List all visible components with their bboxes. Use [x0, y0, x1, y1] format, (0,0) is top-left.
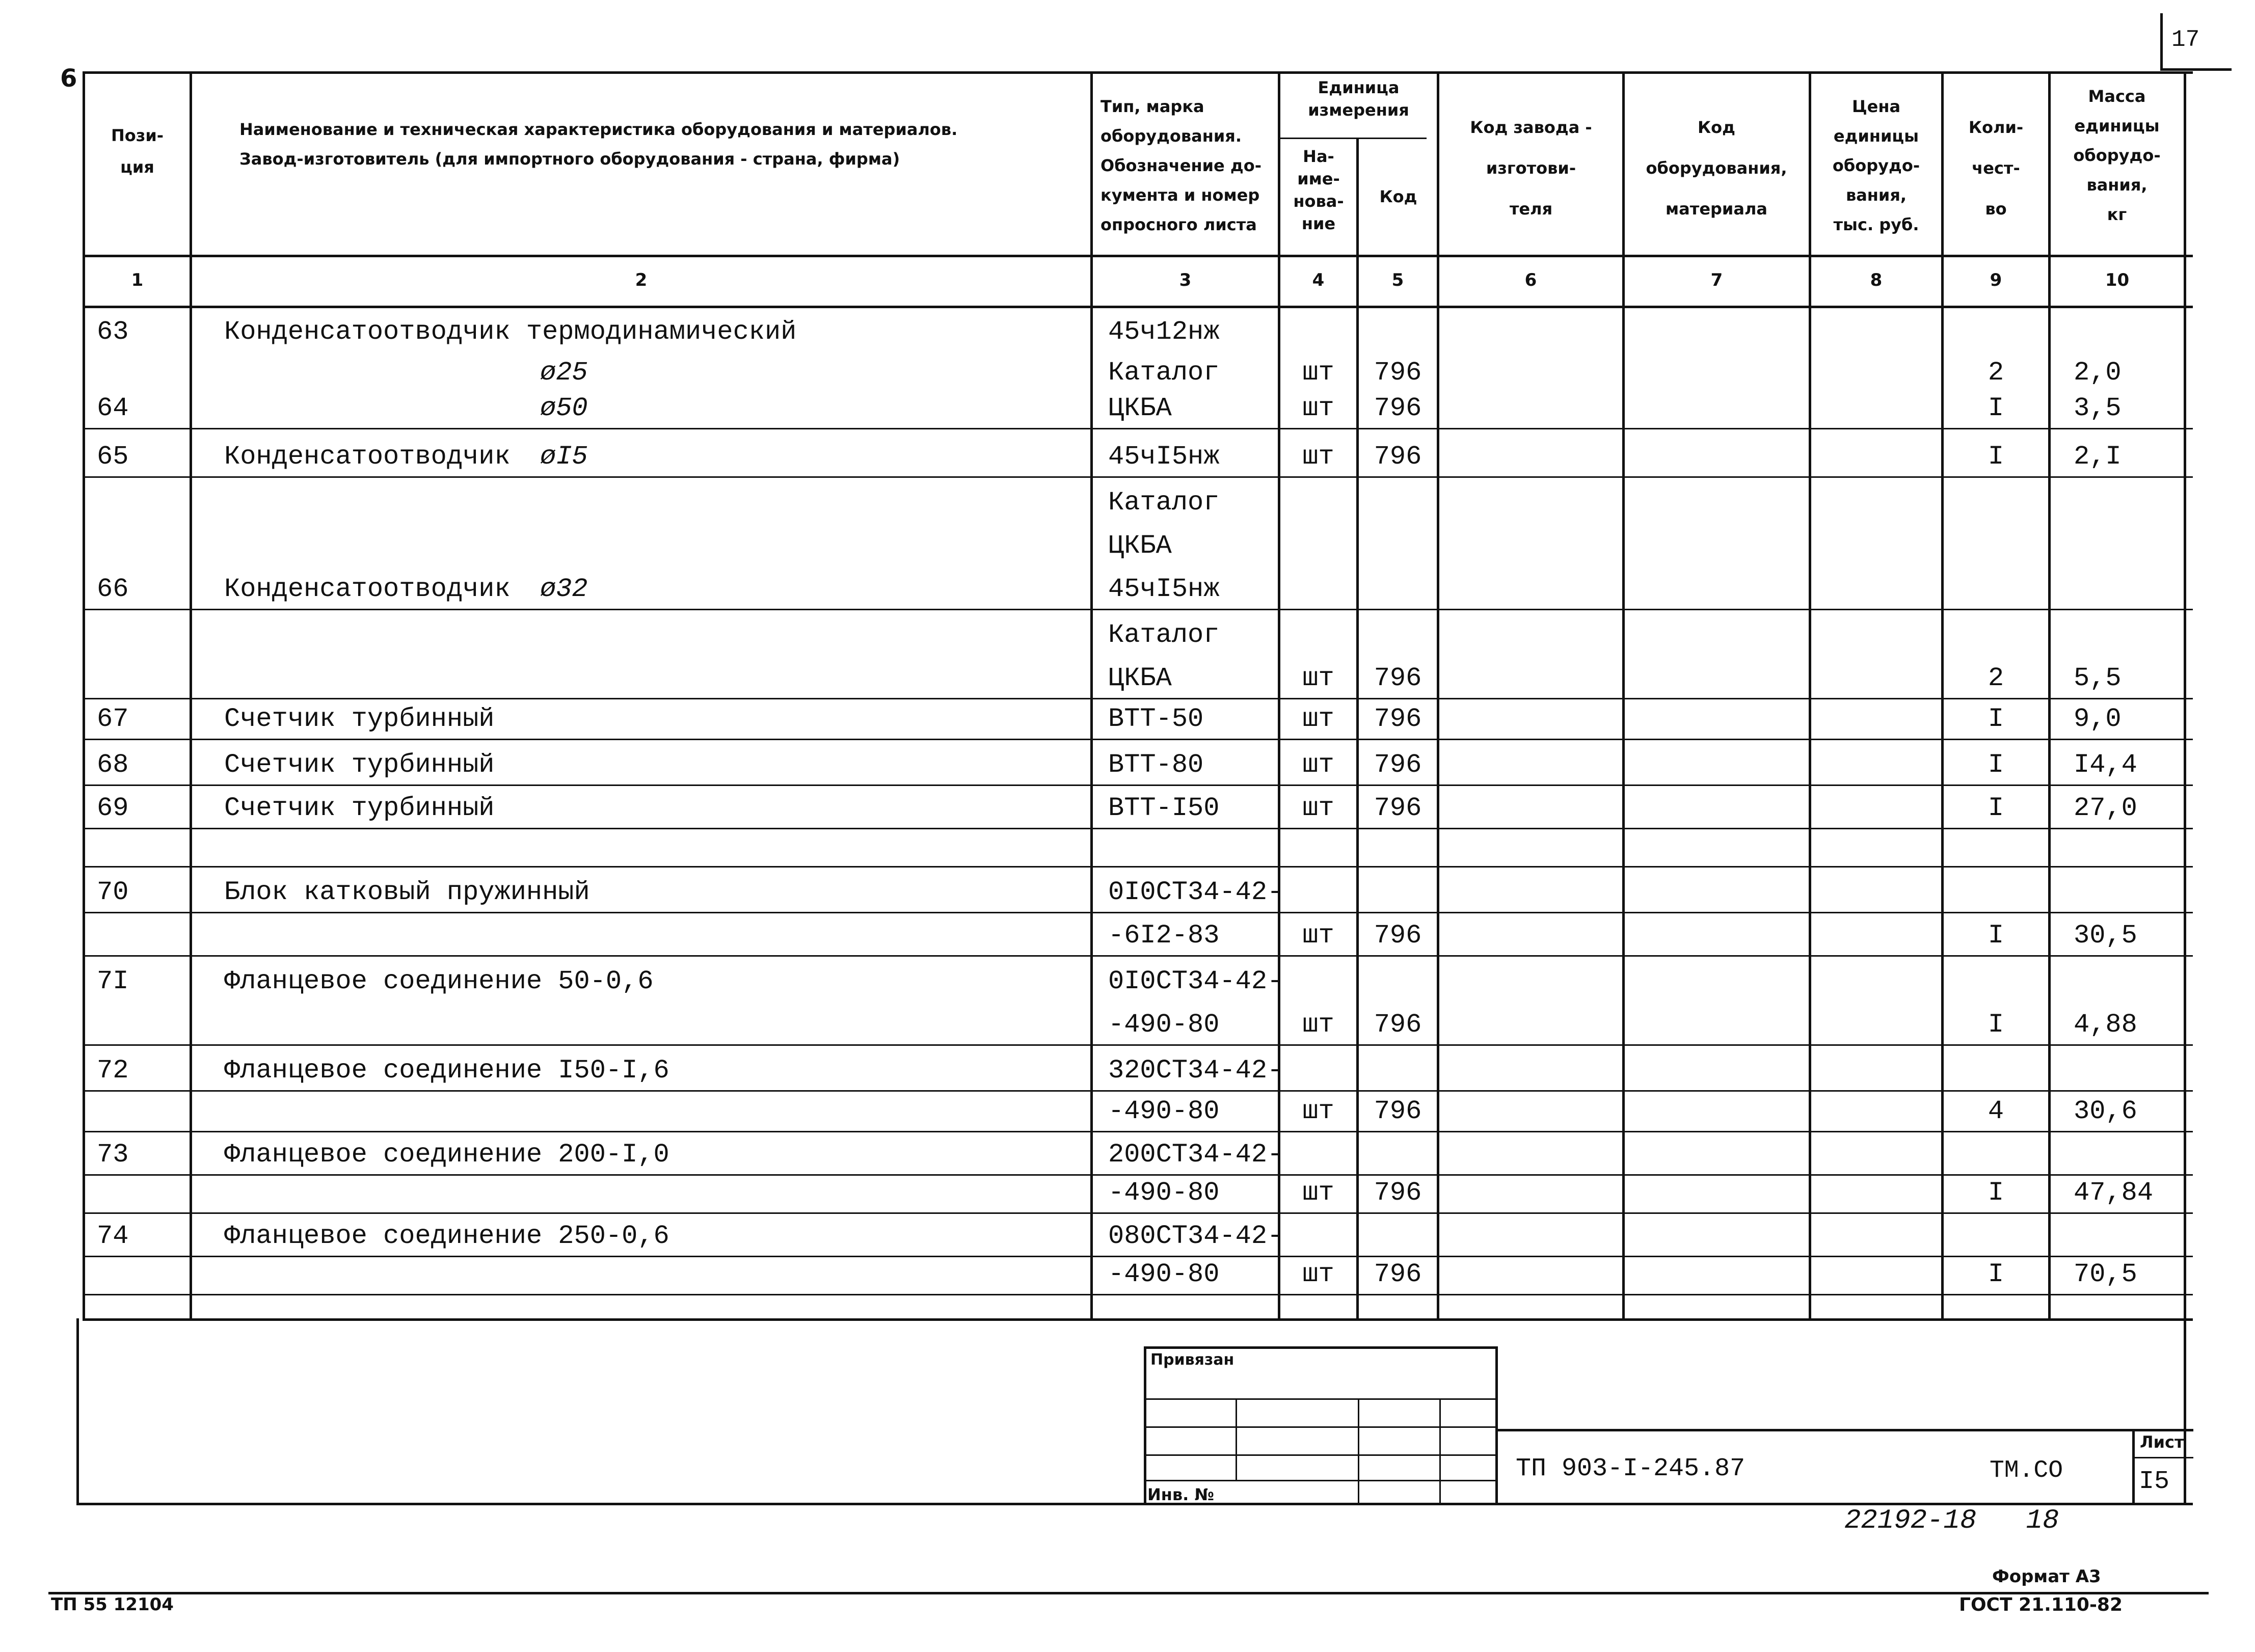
- footer-format: Формат А3: [1992, 1566, 2101, 1587]
- cell-code: 796: [1374, 920, 1422, 951]
- cell-pos: 66: [97, 574, 129, 604]
- cell-name: Фланцевое соединение I50-I,6: [224, 1055, 669, 1086]
- row-divider: [83, 739, 2193, 740]
- cell-qty: I: [1988, 442, 2004, 472]
- cell-unit: шт: [1302, 704, 1334, 734]
- row-divider: [83, 609, 2193, 610]
- cell-qty: 4: [1988, 1096, 2004, 1126]
- cell-qty: I: [1988, 793, 2004, 823]
- cell-pos: 65: [97, 442, 129, 472]
- cell-mass: 30,5: [2074, 920, 2137, 951]
- cell-qty: I: [1988, 920, 2004, 951]
- cell-type: ВТТ-50: [1108, 704, 1204, 734]
- header-unit-price: Цена единицы оборудо- вания, тыс. руб.: [1832, 97, 1920, 234]
- stamp-doc-code: ТП 903-I-245.87: [1516, 1454, 1746, 1483]
- stamp-list-number: I5: [2139, 1467, 2170, 1496]
- cell-unit: шт: [1302, 750, 1334, 780]
- row-divider: [83, 955, 2193, 957]
- column-number: 3: [1179, 270, 1192, 290]
- cell-name: Фланцевое соединение 200-I,0: [224, 1140, 669, 1170]
- cell-unit: шт: [1302, 393, 1334, 423]
- header-position: Пози- ция: [111, 126, 164, 177]
- cell-unit: шт: [1302, 358, 1334, 388]
- cell-mass: 4,88: [2074, 1010, 2137, 1040]
- cell-pos: 70: [97, 877, 129, 907]
- corner-box-line: [2160, 13, 2163, 69]
- column-number: 8: [1870, 270, 1883, 290]
- cell-type: 200СТ34-42-: [1108, 1140, 1283, 1170]
- cell-dia: ø25: [540, 358, 588, 388]
- cell-type: -490-80: [1108, 1096, 1220, 1126]
- cell-code: 796: [1374, 1178, 1422, 1208]
- column-number: 4: [1312, 270, 1325, 290]
- column-number: 10: [2105, 270, 2130, 290]
- cell-unit: шт: [1302, 1259, 1334, 1289]
- cell-qty: I: [1988, 1010, 2004, 1040]
- cell-unit: шт: [1302, 1010, 1334, 1040]
- stamp-list-label: Лист: [2140, 1432, 2184, 1452]
- cell-pos: 74: [97, 1221, 129, 1251]
- row-divider: [83, 1294, 2193, 1295]
- row-divider: [83, 1131, 2193, 1132]
- cell-qty: I: [1988, 1178, 2004, 1208]
- cell-type: 0I0СТ34-42-: [1108, 877, 1283, 907]
- cell-mass: 3,5: [2074, 393, 2122, 423]
- cell-type: -490-80: [1108, 1178, 1220, 1208]
- cell-mass: 5,5: [2074, 663, 2122, 693]
- cell-qty: 2: [1988, 358, 2004, 388]
- cell-mass: 27,0: [2074, 793, 2137, 823]
- column-number: 6: [1524, 270, 1537, 290]
- cell-code: 796: [1374, 442, 1422, 472]
- stamp-privyazan: Привязан: [1150, 1351, 1234, 1369]
- cell-pos: 63: [97, 317, 129, 347]
- cell-code: 796: [1374, 393, 1422, 423]
- column-number: 9: [1990, 270, 2002, 290]
- cell-mass: 30,6: [2074, 1096, 2137, 1126]
- row-divider: [83, 428, 2193, 429]
- cell-type: 0I0СТ34-42-: [1108, 966, 1283, 996]
- cell-type: -490-80: [1108, 1259, 1220, 1289]
- row-divider: [83, 866, 2193, 868]
- cell-name: Конденсатоотводчик термодинамический: [224, 317, 797, 347]
- cell-type: Каталог: [1108, 620, 1220, 650]
- cell-type: Каталог: [1108, 488, 1220, 518]
- cell-dia: øI5: [540, 442, 588, 472]
- cell-qty: I: [1988, 750, 2004, 780]
- cell-unit: шт: [1302, 663, 1334, 693]
- cell-unit: шт: [1302, 793, 1334, 823]
- cell-code: 796: [1374, 750, 1422, 780]
- corner-box-line: [2160, 68, 2232, 71]
- cell-code: 796: [1374, 1010, 1422, 1040]
- cell-name: Конденсатоотводчик: [224, 442, 511, 472]
- cell-type: -490-80: [1108, 1010, 1220, 1040]
- footer-gost: ГОСТ 21.110-82: [1959, 1594, 2123, 1615]
- cell-unit: шт: [1302, 920, 1334, 951]
- footer-left-code: ТП 55 12104: [51, 1594, 174, 1615]
- sheet-corner-number: 17: [2171, 26, 2200, 53]
- column-number: 7: [1710, 270, 1723, 290]
- cell-mass: 9,0: [2074, 704, 2122, 734]
- row-divider: [83, 912, 2193, 913]
- cell-code: 796: [1374, 1096, 1422, 1126]
- row-divider: [83, 1256, 2193, 1257]
- cell-type: ЦКБА: [1108, 393, 1172, 423]
- footer-rule: [48, 1592, 2209, 1594]
- cell-name: Счетчик турбинный: [224, 750, 495, 780]
- cell-type: ЦКБА: [1108, 663, 1172, 693]
- cell-type: 45ч12нж: [1108, 317, 1220, 347]
- left-margin-number: 6: [60, 64, 77, 93]
- cell-type: ЦКБА: [1108, 531, 1172, 561]
- stamp-inv-no: Инв. №: [1147, 1485, 1214, 1504]
- row-divider: [83, 828, 2193, 829]
- row-divider: [83, 1212, 2193, 1214]
- cell-mass: 70,5: [2074, 1259, 2137, 1289]
- row-divider: [83, 476, 2193, 478]
- cell-qty: I: [1988, 393, 2004, 423]
- header-name: Наименование и техническая характеристика оборудования и материалов. Завод-изготовитель (для импортного оборудования - страна, фирма): [239, 120, 958, 169]
- cell-dia: ø50: [540, 393, 588, 423]
- handwritten-note: 22192-18 18: [1844, 1505, 2059, 1536]
- cell-mass: 2,I: [2074, 442, 2122, 472]
- cell-type: -6I2-83: [1108, 920, 1220, 951]
- header-unit-group: Единица измерения: [1308, 78, 1409, 120]
- cell-qty: I: [1988, 1259, 2004, 1289]
- row-divider: [83, 698, 2193, 699]
- cell-unit: шт: [1302, 442, 1334, 472]
- header-equipment-code: Код оборудования, материала: [1646, 118, 1787, 219]
- cell-pos: 73: [97, 1140, 129, 1170]
- row-divider: [83, 784, 2193, 786]
- cell-type: 45чI5нж: [1108, 442, 1220, 472]
- cell-code: 796: [1374, 793, 1422, 823]
- cell-code: 796: [1374, 704, 1422, 734]
- header-type: Тип, марка оборудования. Обозначение до- кумента и номер опросного листа: [1100, 97, 1261, 234]
- stamp-mark: ТМ.СО: [1990, 1457, 2063, 1484]
- cell-name: Счетчик турбинный: [224, 793, 495, 823]
- header-unit-name: На- име- нова- ние: [1293, 147, 1344, 233]
- cell-pos: 67: [97, 704, 129, 734]
- cell-dia: ø32: [540, 574, 588, 604]
- cell-name: Фланцевое соединение 250-0,6: [224, 1221, 669, 1251]
- cell-type: ВТТ-80: [1108, 750, 1204, 780]
- cell-unit: шт: [1302, 1178, 1334, 1208]
- column-number: 1: [131, 270, 144, 290]
- column-number: 2: [635, 270, 648, 290]
- cell-mass: 2,0: [2074, 358, 2122, 388]
- cell-type: 320СТ34-42-: [1108, 1055, 1283, 1086]
- cell-mass: 47,84: [2074, 1178, 2154, 1208]
- row-divider: [83, 1174, 2193, 1176]
- cell-qty: 2: [1988, 663, 2004, 693]
- cell-mass: I4,4: [2074, 750, 2137, 780]
- cell-pos: 64: [97, 393, 129, 423]
- cell-name: Фланцевое соединение 50-0,6: [224, 966, 654, 996]
- row-divider: [83, 1090, 2193, 1092]
- cell-type: ВТТ-I50: [1108, 793, 1220, 823]
- header-unit-mass: Масса единицы оборудо- вания, кг: [2073, 87, 2161, 224]
- cell-code: 796: [1374, 663, 1422, 693]
- cell-pos: 68: [97, 750, 129, 780]
- cell-unit: шт: [1302, 1096, 1334, 1126]
- cell-qty: I: [1988, 704, 2004, 734]
- row-divider: [83, 1044, 2193, 1046]
- header-manufacturer-code: Код завода - изготови- теля: [1470, 118, 1592, 219]
- cell-type: 080СТ34-42-: [1108, 1221, 1283, 1251]
- cell-code: 796: [1374, 1259, 1422, 1289]
- cell-pos: 72: [97, 1055, 129, 1086]
- column-number: 5: [1391, 270, 1404, 290]
- cell-pos: 7I: [97, 966, 129, 996]
- cell-code: 796: [1374, 358, 1422, 388]
- cell-name: Блок катковый пружинный: [224, 877, 590, 907]
- cell-type: Каталог: [1108, 358, 1220, 388]
- cell-type: 45чI5нж: [1108, 574, 1220, 604]
- cell-name: Конденсатоотводчик: [224, 574, 511, 604]
- header-quantity: Коли- чест- во: [1968, 118, 2024, 219]
- cell-name: Счетчик турбинный: [224, 704, 495, 734]
- cell-pos: 69: [97, 793, 129, 823]
- header-unit-code: Код: [1379, 187, 1417, 206]
